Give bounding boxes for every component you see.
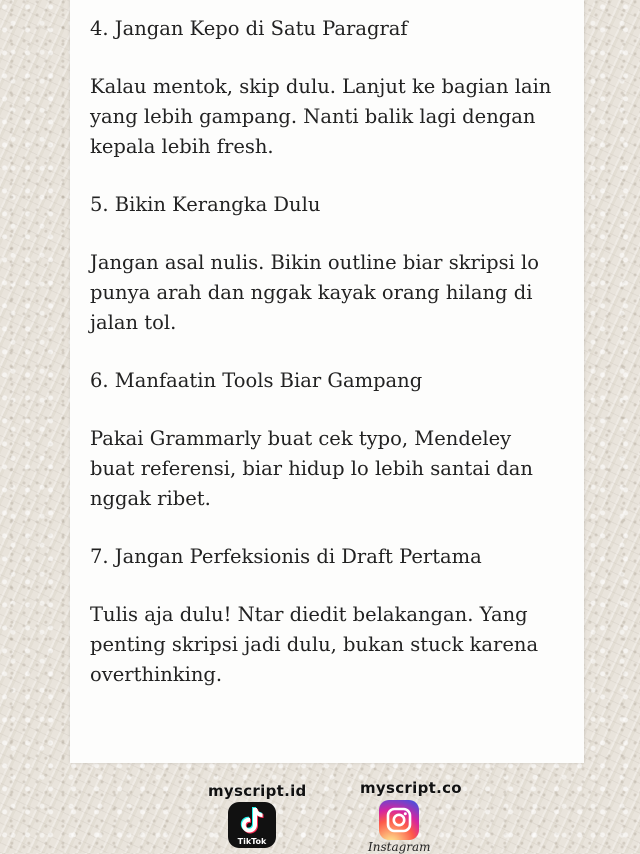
tip-section-7 bbox=[90, 542, 572, 572]
tiktok-handle: myscript.id bbox=[208, 782, 307, 800]
tip-heading: 6. Manfaatin Tools Biar Gampang bbox=[90, 369, 423, 392]
instagram-label: Instagram bbox=[368, 840, 431, 854]
tip-heading: 5. Bikin Kerangka Dulu bbox=[90, 193, 321, 216]
tip-body-line: buat referensi, biar hidup lo lebih santai dan bbox=[90, 457, 533, 480]
tip-body-line: jalan tol. bbox=[90, 311, 177, 334]
tip-body-line: kepala lebih fresh. bbox=[90, 135, 274, 158]
instagram-handle: myscript.co bbox=[360, 779, 462, 797]
tip-body-line: overthinking. bbox=[90, 663, 223, 686]
tip-body-6 bbox=[90, 424, 572, 514]
tip-body-line: punya arah dan nggak kayak orang hilang di bbox=[90, 281, 533, 304]
tip-body-7 bbox=[90, 600, 572, 690]
tip-body-line: yang lebih gampang. Nanti balik lagi dengan bbox=[90, 105, 536, 128]
tip-body-line: penting skripsi jadi dulu, bukan stuck karena bbox=[90, 633, 539, 656]
tip-body-line: Jangan asal nulis. Bikin outline biar skripsi lo bbox=[90, 251, 539, 274]
tip-body-line: Kalau mentok, skip dulu. Lanjut ke bagian lain bbox=[90, 75, 552, 98]
social-footer bbox=[0, 776, 640, 853]
tiktok-icon bbox=[240, 806, 264, 834]
tip-body-line: Tulis aja dulu! Ntar diedit belakangan. Yang bbox=[90, 603, 528, 626]
tip-body-5 bbox=[90, 248, 572, 338]
instagram-link[interactable] bbox=[379, 800, 419, 840]
tip-body-line: Pakai Grammarly buat cek typo, Mendeley bbox=[90, 427, 512, 450]
tip-body-4 bbox=[90, 72, 572, 162]
tip-section-6 bbox=[90, 366, 572, 396]
tip-body-line: nggak ribet. bbox=[90, 487, 211, 510]
tip-heading: 4. Jangan Kepo di Satu Paragraf bbox=[90, 17, 408, 40]
instagram-icon bbox=[385, 806, 413, 834]
tip-section-5 bbox=[90, 190, 572, 220]
tiktok-link[interactable] bbox=[228, 802, 276, 848]
tips-list bbox=[90, 14, 572, 718]
content-card bbox=[70, 0, 584, 763]
tip-section-4 bbox=[90, 14, 572, 44]
tip-heading: 7. Jangan Perfeksionis di Draft Pertama bbox=[90, 545, 482, 568]
tiktok-logo-text: TikTok bbox=[237, 837, 267, 846]
